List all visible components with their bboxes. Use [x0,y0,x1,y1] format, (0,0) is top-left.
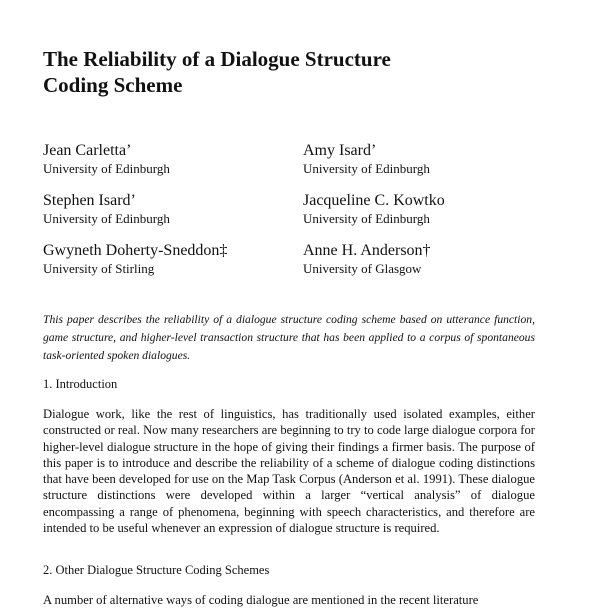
introduction-paragraph: Dialogue work, like the rest of linguistics, has traditionally used isolated examples, either constructed or real. Now many researchers are beginning to try to code large dialogue corpora for higher-level dialogue structure in the hope of giving their findings a firmer basis. The purpose of this paper is to introduce and describe the reliability of a scheme of dialogue coding distinctions that have been developed for use on the Map Task Corpus (Anderson et al. 1991). These dialogue structure distinctions were developed within a larger “vertical analysis” of dialogue encompassing a range of phenomena, beginning with speech characteristics, and therefore are intended to be useful whenever an expression of dialogue structure is required. [43,407,535,536]
author-block [303,142,563,177]
abstract: This paper describes the reliability of a dialogue structure coding scheme based on utterance function, game structure, and higher-level transaction structure that has been applied to a corpus of spontaneous task-oriented spoken dialogues. [43,313,535,362]
section-heading-other-schemes: 2. Other Dialogue Structure Coding Schemes [43,563,270,577]
author-block [43,142,303,177]
author-name: Jacqueline C. Kowtko [303,192,445,209]
other-schemes-paragraph: A number of alternative ways of coding dialogue are mentioned in the recent literature [43,593,479,607]
author-name: Jean Carletta’ [43,142,132,159]
author-name: Anne H. Anderson† [303,242,431,259]
author-affiliation: University of Glasgow [303,261,422,276]
section-heading-introduction: 1. Introduction [43,377,118,391]
author-name: Amy Isard’ [303,142,377,159]
author-affiliation: University of Edinburgh [43,161,170,176]
author-block [43,242,303,277]
author-list [43,142,563,277]
author-block [303,242,563,277]
author-affiliation: University of Edinburgh [303,161,430,176]
title-line-1: The Reliability of a Dialogue Structure [43,47,391,71]
author-affiliation: University of Stirling [43,261,155,276]
author-block [303,192,563,227]
author-affiliation: University of Edinburgh [43,211,170,226]
author-affiliation: University of Edinburgh [303,211,430,226]
paper-title [43,46,563,98]
author-block [43,192,303,227]
author-name: Stephen Isard’ [43,192,136,209]
author-name: Gwyneth Doherty-Sneddon‡ [43,242,228,259]
title-line-2: Coding Scheme [43,73,183,97]
